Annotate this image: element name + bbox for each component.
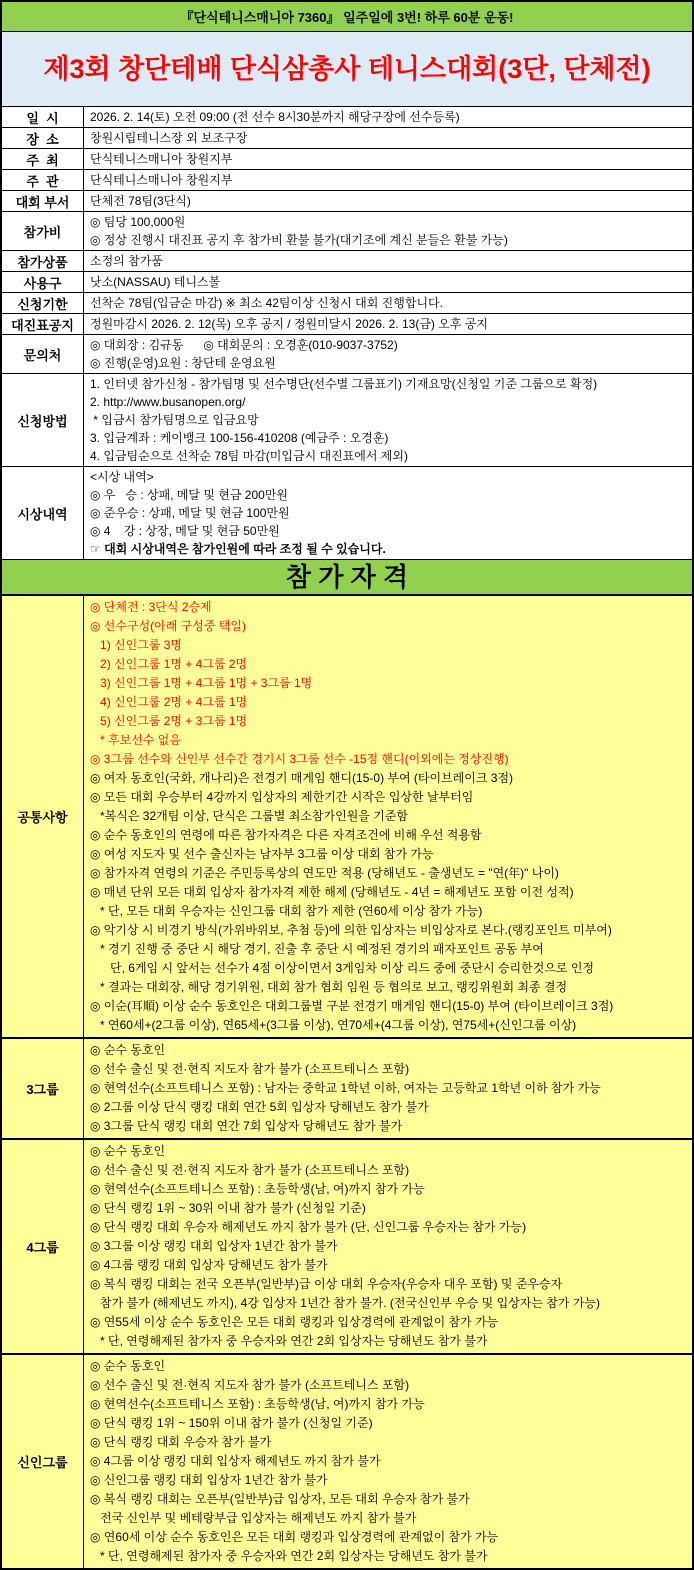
text-line: ◎ 진행(운영)요원 : 창단테 운영요원 (90, 356, 276, 370)
text-line: ◎ 단식 랭킹 1위 ~ 150위 이내 참가 불가 (신청일 기준) (90, 1416, 373, 1430)
row-label: 참가비 (2, 212, 84, 250)
text-line: ◎ 4 강 : 상장, 메달 및 현금 50만원 (90, 524, 280, 538)
row-label: 문의처 (2, 335, 84, 373)
info-row (2, 191, 692, 212)
row-content (84, 128, 692, 148)
text-line: 단식테니스매니아 창원지부 (90, 152, 233, 166)
text-line: ◎ 4그룹 랭킹 대회 입상자 당해년도 참가 불가 (90, 1258, 328, 1272)
row-content (84, 272, 692, 292)
text-line: ◎ 여자 동호인(국화, 개나리)은 전경기 매게임 핸디(15-0) 부여 (타이브레이크 3점) (90, 771, 514, 785)
info-row (2, 212, 692, 251)
row-label: 일 시 (2, 107, 84, 127)
text-line: ◎ 현역선수(소프트테니스 포함) : 초등학생(남, 여)까지 참가 가능 (90, 1182, 425, 1196)
row-content (84, 170, 692, 190)
text-line: ◎ 모든 대회 우승부터 4강까지 입상자의 제한기간 시작은 입상한 날부터임 (90, 790, 474, 804)
text-line: ◎ 악기상 시 비경기 방식(가위바위보, 추첨 등)에 의한 입상자는 비입상자로 본다.(랭킹포인트 미부여) (90, 923, 612, 937)
text-line: ◎ 선수 출신 및 전·현직 지도자 참가 불가 (소프트테니스 포함) (90, 1163, 410, 1177)
text-line: <시상 내역> (90, 470, 154, 484)
info-row (2, 293, 692, 314)
qualification-section (2, 596, 692, 1039)
text-line: 단체전 78팀(3단식) (90, 194, 191, 208)
row-content (84, 293, 692, 313)
text-line: ◎ 이순(耳順) 이상 순수 동호인은 대회그룹별 구분 전경기 매게임 핸디(15-0) 부여 (타이브레이크 3점) (90, 999, 614, 1013)
row-content (84, 251, 692, 271)
text-line: 5) 신인그룹 2명 + 3그룹 1명 (90, 714, 248, 728)
info-row (2, 107, 692, 128)
info-row (2, 335, 692, 374)
text-line: ◎ 대회장 : 김규동 ◎ 대회문의 : 오경훈(010-9037-3752) (90, 338, 398, 352)
info-row (2, 149, 692, 170)
row-label: 3그룹 (2, 1039, 84, 1138)
qualification-section (2, 1355, 692, 1568)
text-line: ◎ 순수 동호인의 연령에 따른 참가자격은 다른 자격조건에 비해 우선 적용함 (90, 828, 482, 842)
row-content (84, 149, 692, 169)
text-line: * 단, 모든 대회 우승자는 신인그룹 대회 참가 제한 (연60세 이상 참가 가능) (90, 904, 483, 918)
row-label: 신청방법 (2, 374, 84, 466)
row-label: 장 소 (2, 128, 84, 148)
text-line: 참가 불가 (해제년도 까지), 4강 입상자 1년간 참가 불가. (전국신인부 우승 및 입상자는 참가 가능) (90, 1296, 601, 1310)
row-content (84, 335, 692, 373)
info-row (2, 374, 692, 467)
text-line: * 연60세+(2그룹 이상), 연65세+(3그룹 이상), 연70세+(4그룹 이상), 연75세+(신인그룹 이상) (90, 1018, 577, 1032)
text-line: * 단, 연령해제된 참가자 중 우승자와 연간 2회 입상자는 당해년도 참가 불가 (90, 1334, 488, 1348)
text-line: ◎ 순수 동호인 (90, 1144, 166, 1158)
text-line: ◎ 단식 랭킹 대회 우승자 해제년도 까지 참가 불가 (단, 신인그룹 우승자는 참가 가능) (90, 1220, 527, 1234)
row-content (84, 107, 692, 127)
text-line: 1) 신인그룹 3명 (90, 638, 182, 652)
text-line: 창원시립테니스장 외 보조구장 (90, 131, 248, 145)
text-line: ◎ 복식 랭킹 대회는 오픈부(일반부)급 입상자, 모든 대회 우승자 참가 불가 (90, 1492, 470, 1506)
row-label: 주 관 (2, 170, 84, 190)
text-line: ◎ 3그룹 이상 랭킹 대회 입상자 1년간 참가 불가 (90, 1239, 338, 1253)
text-line: 낫소(NASSAU) 테니스볼 (90, 275, 221, 289)
text-line: ◎ 선수 출신 및 전·현직 지도자 참가 불가 (소프트테니스 포함) (90, 1378, 410, 1392)
text-line: 4) 신인그룹 2명 + 4그룹 1명 (90, 695, 248, 709)
text-line: * 입금시 참가팀명으로 입금요망 (90, 413, 259, 427)
info-row (2, 251, 692, 272)
info-row (2, 170, 692, 191)
qualification-section (2, 1140, 692, 1355)
text-line: 2. http://www.busanopen.org/ (90, 395, 246, 409)
row-label: 대회 부서 (2, 191, 84, 211)
text-line: ◎ 순수 동호인 (90, 1359, 166, 1373)
text-line: ◎ 팀당 100,000원 (90, 215, 186, 229)
row-label: 신인그룹 (2, 1355, 84, 1568)
text-line: 2) 신인그룹 1명 + 4그룹 2명 (90, 657, 248, 671)
text-line: ☞ 대회 시상내역은 참가인원에 따라 조정 될 수 있습니다. (90, 542, 386, 556)
row-label: 사용구 (2, 272, 84, 292)
text-line: 3) 신인그룹 1명 + 4그룹 1명 + 3그룹 1명 (90, 676, 313, 690)
text-line: ◎ 현역선수(소프트테니스 포함) : 초등학생(남, 여)까지 참가 가능 (90, 1397, 425, 1411)
row-content (84, 212, 692, 250)
row-content (84, 1039, 692, 1138)
text-line: ◎ 선수구성(아래 구성중 택일) (90, 619, 246, 633)
row-content (84, 1355, 692, 1568)
text-line: ◎ 3그룹 선수와 신인부 선수간 경기시 3그룹 선수 -15점 핸디(이외에는 정상진행) (90, 752, 509, 766)
text-line: ◎ 참가자격 연령의 기준은 주민등록상의 연도만 적용 (당해년도 - 출생년도 = "연(年)" 나이) (90, 866, 559, 880)
row-content (84, 596, 692, 1037)
text-line: 단식테니스매니아 창원지부 (90, 173, 233, 187)
text-line: ◎ 우 승 : 상패, 메달 및 현금 200만원 (90, 488, 289, 502)
header-tagline: 『단식테니스매니아 7360』 일주일에 3번! 하루 60분 운동! (2, 2, 692, 32)
text-line: 2026. 2. 14(토) 오전 09:00 (전 선수 8시30분까지 해당구장에 선수등록) (90, 110, 460, 124)
qualification-table (2, 596, 692, 1568)
text-line: ◎ 매년 단위 모든 대회 입상자 참가자격 제한 해제 (당해년도 - 4년 = 해제년도 포함 이전 성적) (90, 885, 574, 899)
info-row (2, 128, 692, 149)
row-label: 시상내역 (2, 467, 84, 559)
row-label: 신청기한 (2, 293, 84, 313)
info-row (2, 272, 692, 293)
info-table (2, 107, 692, 559)
text-line: 정원마감시 2026. 2. 12(목) 오후 공지 / 정원미달시 2026. 2. 13(금) 오후 공지 (90, 317, 488, 331)
row-content (84, 374, 692, 466)
text-line: ◎ 현역선수(소프트테니스 포함) : 남자는 중학교 1학년 이하, 여자는 고등학교 1학년 이하 참가 가능 (90, 1081, 601, 1095)
row-content (84, 1140, 692, 1353)
page-title: 제3회 창단테배 단식삼총사 테니스대회(3단, 단체전) (2, 32, 692, 107)
text-line: ◎ 순수 동호인 (90, 1043, 166, 1057)
text-line: 선착순 78팀(입금순 마감) ※ 최소 42팀이상 신청시 대회 진행합니다. (90, 296, 443, 310)
text-line: ◎ 신인그룹 랭킹 대회 입상자 1년간 참가 불가 (90, 1473, 328, 1487)
text-line: ◎ 여성 지도자 및 선수 출신자는 남자부 3그룹 이상 대회 참가 가능 (90, 847, 434, 861)
info-row (2, 467, 692, 559)
text-line: * 단, 연령해제된 참가자 중 우승자와 연간 2회 입상자는 당해년도 참가 불가 (90, 1549, 488, 1563)
qualification-section (2, 1039, 692, 1140)
info-row (2, 314, 692, 335)
text-line: ◎ 선수 출신 및 전·현직 지도자 참가 불가 (소프트테니스 포함) (90, 1062, 410, 1076)
text-line: 소정의 참가품 (90, 254, 163, 268)
row-content (84, 314, 692, 334)
qualification-banner: 참 가 자 격 (2, 559, 692, 596)
text-line: *복식은 32개팀 이상, 단식은 그룹별 최소참가인원을 기준함 (90, 809, 408, 823)
text-line: ◎ 정상 진행시 대진표 공지 후 참가비 환불 불가(대기조에 계신 분들은 환불 가능) (90, 233, 508, 247)
row-label: 주 최 (2, 149, 84, 169)
text-line: 단, 6게임 시 앞서는 선수가 4점 이상이면서 3게임차 이상 리드 중에 중단시 승리한것으로 인정 (90, 961, 595, 975)
text-line: ◎ 복식 랭킹 대회는 전국 오픈부(일반부)급 이상 대회 우승자(우승자 대우 포함) 및 준우승자 (90, 1277, 563, 1291)
text-line: ◎ 3그룹 단식 랭킹 대회 연간 7회 입상자 당해년도 참가 불가 (90, 1119, 403, 1133)
text-line: ◎ 연60세 이상 순수 동호인은 모든 대회 랭킹과 입상경력에 관계없이 참가 가능 (90, 1530, 499, 1544)
text-line: ◎ 4그룹 이상 랭킹 대회 입상자 해제년도 까지 참가 불가 (90, 1454, 381, 1468)
row-label: 참가상품 (2, 251, 84, 271)
text-line: ◎ 단체전 : 3단식 2승제 (90, 600, 212, 614)
text-line: ◎ 준우승 : 상패, 메달 및 현금 100만원 (90, 506, 290, 520)
text-line: * 경기 진행 중 중단 시 해당 경기, 진출 후 중단 시 예정된 경기의 패자포인트 공동 부여 (90, 942, 544, 956)
text-line: 전국 신인부 및 베테랑부급 입상자는 해제년도 까지 참가 불가 (90, 1511, 417, 1525)
text-line: ◎ 2그룹 이상 단식 랭킹 대회 연간 5회 입상자 당해년도 참가 불가 (90, 1100, 429, 1114)
text-line: ◎ 단식 랭킹 대회 우승자 참가 불가 (90, 1435, 272, 1449)
row-label: 대진표공지 (2, 314, 84, 334)
text-line: ◎ 단식 랭킹 1위 ~ 30위 이내 참가 불가 (신청일 기준) (90, 1201, 366, 1215)
text-line: 1. 인터넷 참가신청 - 참가팀명 및 선수명단(선수별 그룹표기) 기재요망(신청일 기준 그룹으로 확정) (90, 377, 598, 391)
row-label: 공통사항 (2, 596, 84, 1037)
text-line: 3. 입금계좌 : 케이뱅크 100-156-410208 (예금주 : 오경훈) (90, 431, 389, 445)
row-label: 4그룹 (2, 1140, 84, 1353)
row-content (84, 191, 692, 211)
text-line: * 후보선수 없음 (90, 733, 181, 747)
row-content (84, 467, 692, 559)
text-line: 4. 입금팀순으로 선착순 78팀 마감(미입금시 대진표에서 제외) (90, 449, 408, 463)
text-line: * 결과는 대회장, 해당 경기위원, 대회 참가 협회 임원 등 협의로 보고, 랭킹위원회 최종 결정 (90, 980, 568, 994)
text-line: ◎ 연55세 이상 순수 동호인은 모든 대회 랭킹과 입상경력에 관계없이 참가 가능 (90, 1315, 499, 1329)
